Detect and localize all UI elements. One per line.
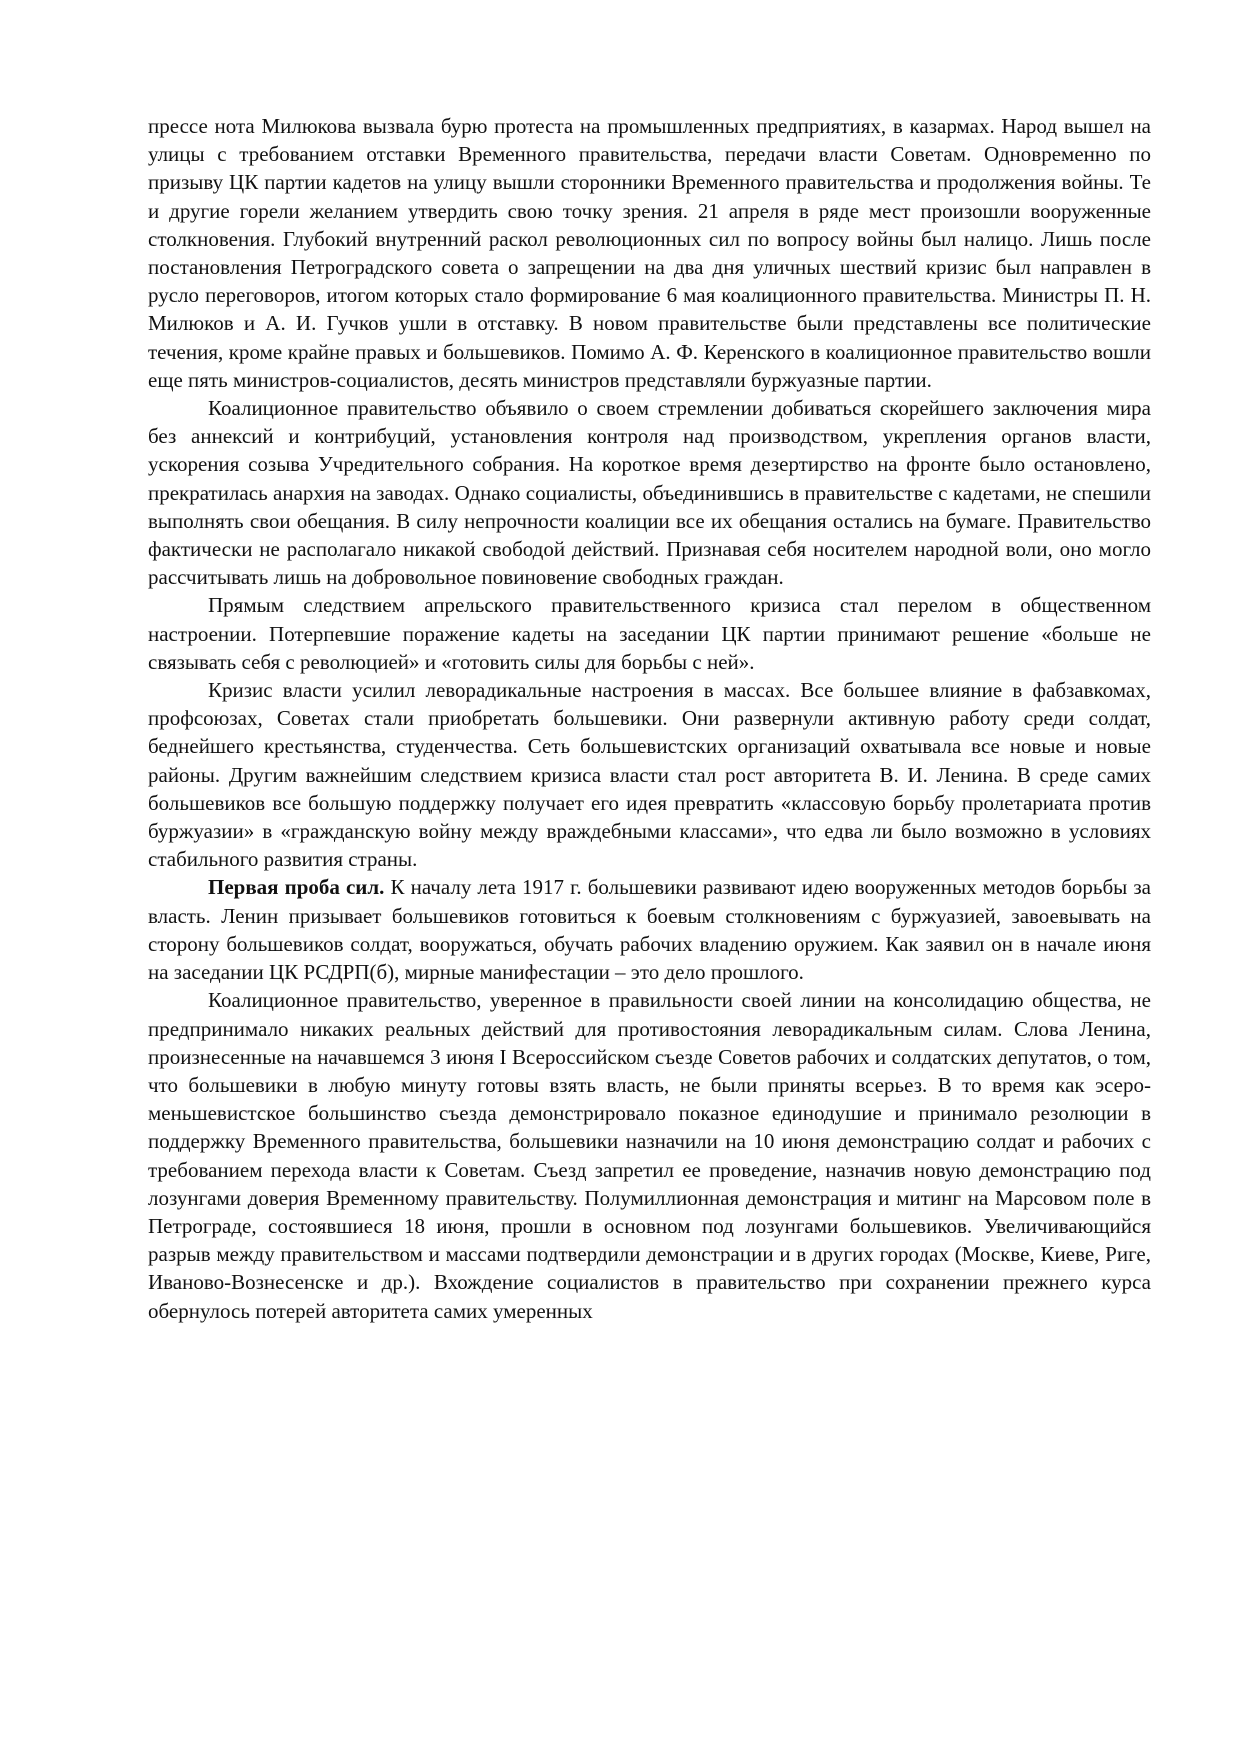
paragraph-text: Коалиционное правительство, уверенное в правильности своей линии на консолидацию общества, не предпринимало никаких реальных действий для противостояния леворадикальным силам. Слова Ленина, произнесенные на начавшемся 3 июня I Всероссийском съезде Советов рабочих и солдатских депутатов, о том, что большевики в любую минуту готовы взять власть, не были приняты всерьез. В то время как эсеро-меньшевистское большинство съезда демонстрировало показное единодушие и принимало резолюции в поддержку Временного правительства, большевики назначили на 10 июня демонстрацию солдат и рабочих с требованием перехода власти к Советам. Съезд запретил ее проведение, назначив новую демонстрацию под лозунгами доверия Временному правительству. Полумиллионная демонстрация и митинг на Марсовом поле в Петрограде, состоявшиеся 18 июня, прошли в основном под лозунгами большевиков. Увеличивающийся разрыв между правительством и массами подтвердили демонстрации и в других городах (Москве, Киеве, Риге, Иваново-Вознесенске и др.). Вхождение социалистов в правительство при сохранении прежнего курса обернулось потерей авторитета самих умеренных bbox=[148, 988, 1151, 1323]
paragraph-text: Коалиционное правительство объявило о своем стремлении добиваться скорейшего заключения мира без аннексий и контрибуций, установления контроля над производством, укрепления органов власти, ускорения созыва Учредительного собрания. На короткое время дезертирство на фронте было остановлено, прекратилась анархия на заводах. Однако социалисты, объединившись в правительстве с кадетами, не спешили выполнять свои обещания. В силу непрочности коалиции все их обещания остались на бумаге. Правительство фактически не располагало никакой свободой действий. Признавая себя носителем народной воли, оно могло рассчитывать лишь на добровольное повиновение свободных граждан. bbox=[148, 396, 1151, 590]
paragraph-text: Кризис власти усилил леворадикальные настроения в массах. Все большее влияние в фабзавкомах, профсоюзах, Советах стали приобретать большевики. Они развернули активную работу среди солдат, беднейшего крестьянства, студенчества. Сеть большевистских организаций охватывала все новые и новые районы. Другим важнейшим следствием кризиса власти стал рост авторитета В. И. Ленина. В среде самих большевиков все большую поддержку получает его идея превратить «классовую борьбу пролетариата против буржуазии» в «гражданскую войну между враждебными классами», что едва ли было возможно в условиях стабильного развития страны. bbox=[148, 678, 1151, 872]
paragraph-text: прессе нота Милюкова вызвала бурю протеста на промышленных предприятиях, в казармах. Народ вышел на улицы с требованием отставки Временного правительства, передачи власти Советам. Одновременно по призыву ЦК партии кадетов на улицу вышли сторонники Временного правительства и продолжения войны. Те и другие горели желанием утвердить свою точку зрения. 21 апреля в ряде мест произошли вооруженные столкновения. Глубокий внутренний раскол революционных сил по вопросу войны был налицо. Лишь после постановления Петроградского совета о запрещении на два дня уличных шествий кризис был направлен в русло переговоров, итогом которых стало формирование 6 мая коалиционного правительства. Министры П. Н. Милюков и А. И. Гучков ушли в отставку. В новом правительстве были представлены все политические течения, кроме крайне правых и большевиков. Помимо А. Ф. Керенского в коалиционное правительство вошли еще пять министров-социалистов, десять министров представляли буржуазные партии. bbox=[148, 114, 1151, 392]
paragraph bbox=[148, 676, 1151, 873]
document-page bbox=[148, 112, 1151, 1325]
paragraph bbox=[148, 112, 1151, 394]
section-heading: Первая проба сил. bbox=[208, 875, 385, 900]
paragraph bbox=[148, 986, 1151, 1324]
paragraph bbox=[148, 873, 1151, 986]
paragraph bbox=[148, 394, 1151, 591]
paragraph-text: К началу лета 1917 г. большевики развивают идею вооруженных методов борьбы за власть. Ленин призывает большевиков готовиться к боевым столкновениям с буржуазией, завоевывать на сторону большевиков солдат, вооружаться, обучать рабочих владению оружием. Как заявил он в начале июня на заседании ЦК РСДРП(б), мирные манифестации – это дело прошлого. bbox=[148, 875, 1151, 985]
paragraph-text: Прямым следствием апрельского правительственного кризиса стал перелом в общественном настроении. Потерпевшие поражение кадеты на заседании ЦК партии принимают решение «больше не связывать себя с революцией» и «готовить силы для борьбы с ней». bbox=[148, 593, 1151, 674]
paragraph bbox=[148, 591, 1151, 676]
